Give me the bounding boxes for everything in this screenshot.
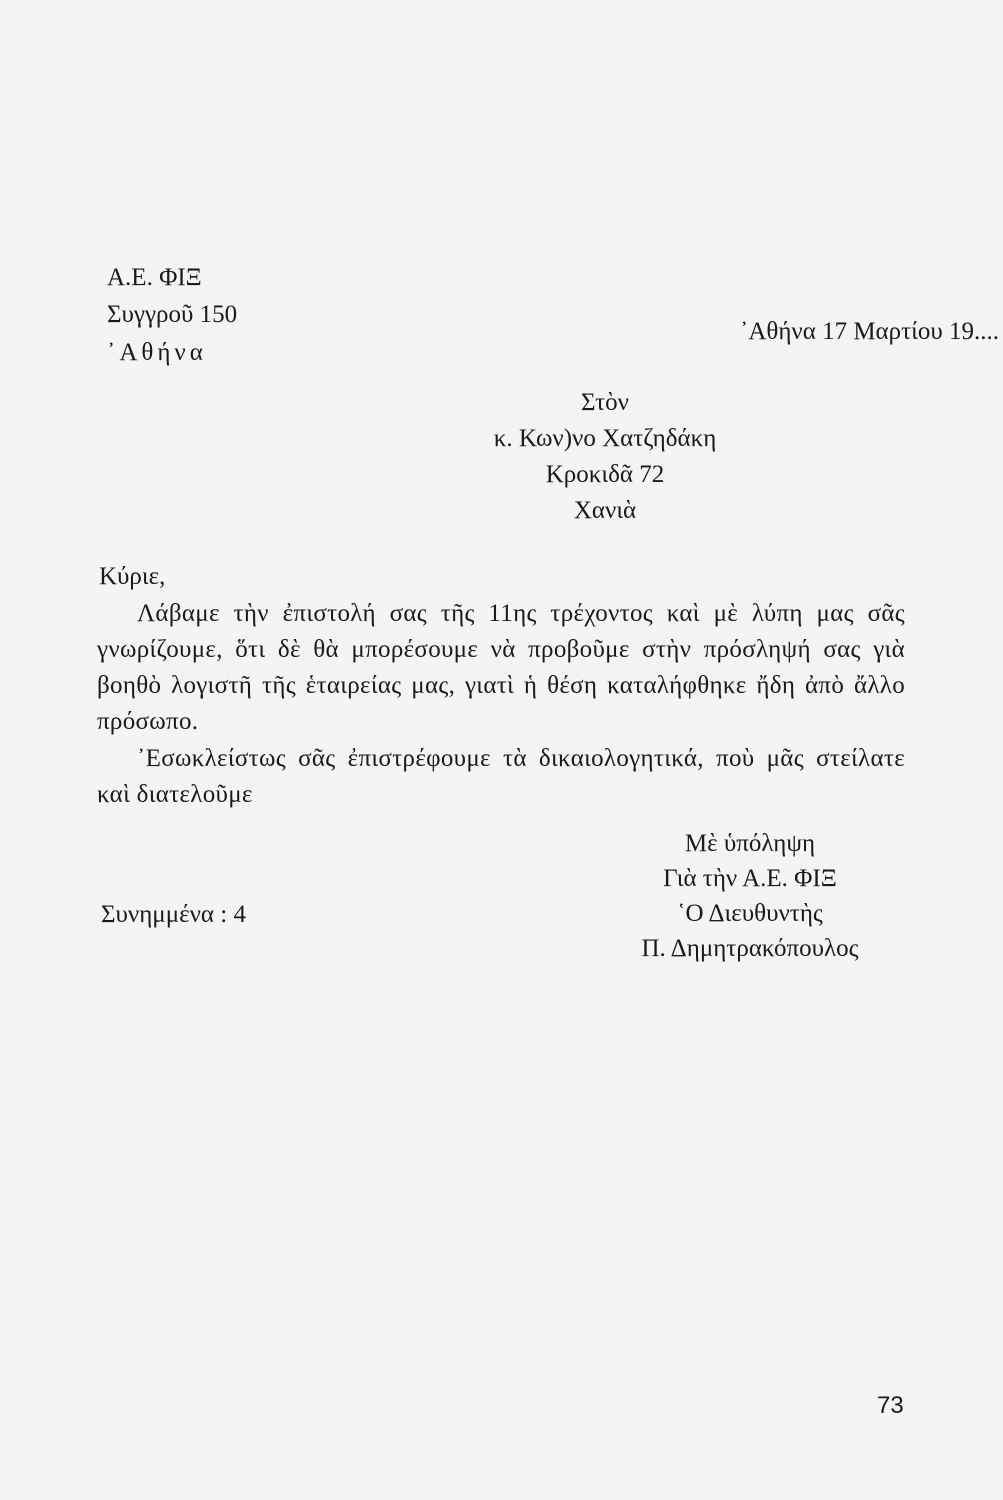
closing-line-1: Μὲ ὑπόληψη — [684, 830, 816, 857]
recipient-address — [455, 385, 755, 529]
recipient-line-4: Χανιὰ — [573, 497, 637, 524]
recipient-line-2: κ. Κων)νο Χατζηδάκη — [493, 425, 717, 452]
salutation: Κύριε, — [99, 563, 166, 590]
sender-street: Συγγροῦ 150 — [107, 301, 238, 328]
page-number: 73 — [877, 1392, 904, 1419]
sender-city: ᾿Αθήνα — [107, 339, 207, 366]
attachments-note: Συνημμένα : 4 — [101, 901, 246, 928]
letter-paragraph-1 — [97, 596, 905, 740]
closing-line-3: ῾Ο Διευθυντὴς — [677, 900, 823, 927]
letter-paragraph-2 — [97, 741, 905, 813]
recipient-line-1: Στὸν — [581, 389, 629, 416]
recipient-line-3: Κροκιδᾶ 72 — [545, 461, 665, 488]
closing-line-4: Π. Δημητρακόπουλος — [641, 935, 859, 962]
closing-line-2: Γιὰ τὴν Α.Ε. ΦΙΞ — [663, 865, 837, 892]
paragraph-text: ᾿Εσωκλείστως σᾶς ἐπιστρέφουμε τὰ δικαιολογητικά, ποὺ μᾶς στείλατε καὶ διατελοῦμε — [97, 745, 905, 808]
date-line: ᾿Αθήνα 17 Μαρτίου 19.... — [740, 318, 1000, 345]
paragraph-text: Λάβαμε τὴν ἐπιστολή σας τῆς 11ης τρέχοντος καὶ μὲ λύπη μας σᾶς γνωρίζουμε, ὅτι δὲ θὰ μπορέσουμε νὰ προβοῦμε στὴν πρόσληψή σας γιὰ βοηθὸ λογιστῆ τῆς ἑταιρείας μας, γιατὶ ἡ θέση καταλήφθηκε ἤδη ἀπὸ ἄλλο πρόσωπο. — [97, 600, 905, 735]
sender-company: Α.Ε. ΦΙΞ — [107, 264, 202, 291]
closing-signature-block — [600, 826, 900, 966]
